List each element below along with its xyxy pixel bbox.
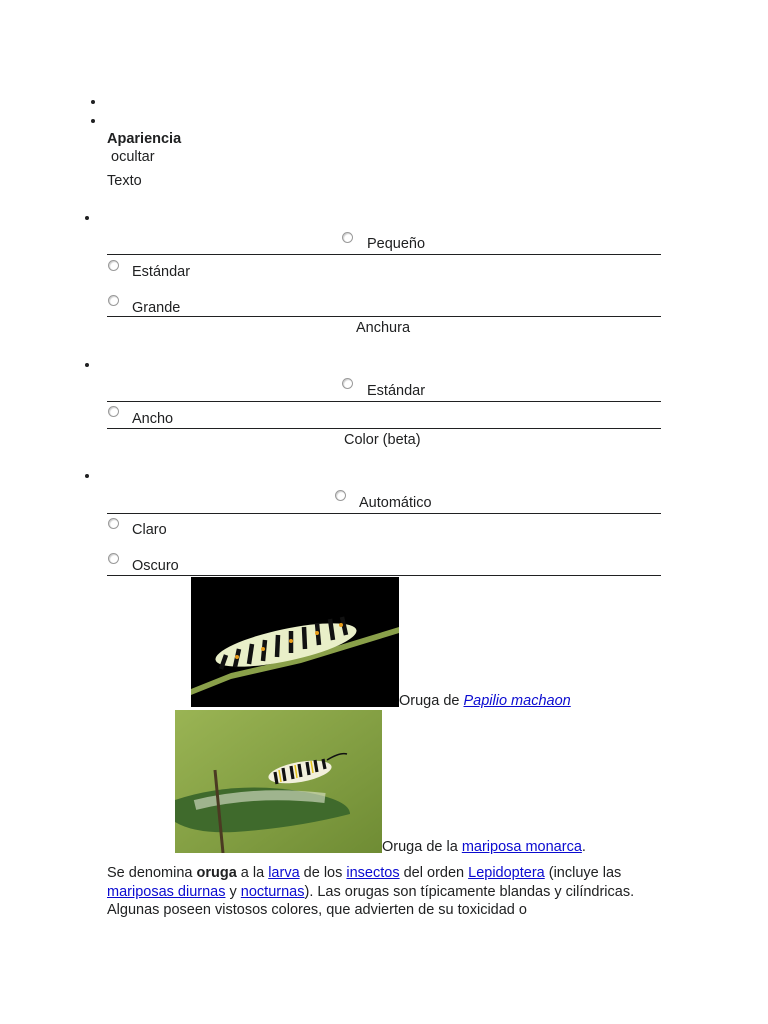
- radio-color-light-label[interactable]: Claro: [132, 522, 167, 538]
- article-text: a la: [236, 865, 269, 881]
- radio-width-wide-label[interactable]: Ancho: [132, 411, 174, 427]
- divider: [107, 575, 661, 576]
- list-bullet: [91, 100, 95, 104]
- radio-text-large-label[interactable]: Grande: [132, 300, 181, 316]
- radio-color-dark[interactable]: [108, 553, 119, 564]
- radio-width-standard-label[interactable]: Estándar: [367, 383, 426, 399]
- divider: [107, 316, 661, 317]
- radio-color-auto-label[interactable]: Automático: [359, 495, 432, 511]
- radio-width-standard[interactable]: [342, 378, 353, 389]
- radio-color-light[interactable]: [108, 518, 119, 529]
- radio-width-wide[interactable]: [108, 406, 119, 417]
- radio-text-large[interactable]: [108, 295, 119, 306]
- article-bold-term: oruga: [196, 865, 237, 881]
- caption-suffix: .: [581, 839, 586, 855]
- radio-color-auto[interactable]: [335, 490, 346, 501]
- radio-text-small[interactable]: [342, 232, 353, 243]
- divider: [107, 401, 661, 402]
- list-bullet: [91, 119, 95, 123]
- lepidoptera-link[interactable]: Lepidoptera: [468, 865, 545, 881]
- article-text: de los: [299, 865, 347, 881]
- appearance-heading: Apariencia: [107, 131, 182, 147]
- figure-caption: [399, 693, 571, 709]
- width-label: Anchura: [356, 320, 411, 336]
- caterpillar-monarch-illustration: [175, 710, 382, 853]
- divider: [107, 513, 661, 514]
- mariposas-diurnas-link[interactable]: mariposas diurnas: [107, 883, 226, 900]
- text-size-label: Texto: [107, 173, 142, 189]
- caterpillar-monarch-image[interactable]: [175, 710, 382, 853]
- list-bullet: [85, 474, 89, 478]
- radio-text-small-label[interactable]: Pequeño: [367, 236, 426, 252]
- article-text: ). Las orugas son típicamente blandas y cilíndricas. Algunas poseen vistosos colores, que advierten de su toxicidad o: [107, 883, 635, 918]
- mariposa-monarca-link[interactable]: mariposa monarca: [461, 839, 582, 855]
- larva-link[interactable]: larva: [268, 865, 300, 881]
- divider: [107, 254, 661, 255]
- list-bullet: [85, 363, 89, 367]
- article-text: (incluye las: [544, 865, 622, 881]
- article-text: del orden: [399, 865, 469, 881]
- insectos-link[interactable]: insectos: [346, 865, 400, 881]
- caterpillar-papilio-image[interactable]: [191, 577, 399, 707]
- papilio-machaon-link[interactable]: Papilio machaon: [463, 693, 571, 709]
- figure-caption: [382, 839, 586, 855]
- article-paragraph: [107, 864, 637, 920]
- list-bullet: [85, 216, 89, 220]
- radio-text-standard[interactable]: [108, 260, 119, 271]
- article-text: y: [225, 883, 241, 900]
- caterpillar-papilio-illustration: [191, 577, 399, 707]
- caption-text: Oruga de: [399, 693, 464, 709]
- nocturnas-link[interactable]: nocturnas: [240, 883, 305, 900]
- caption-text: Oruga de la: [382, 839, 462, 855]
- color-label: Color (beta): [344, 432, 421, 448]
- article-text: Se denomina: [107, 865, 197, 881]
- radio-color-dark-label[interactable]: Oscuro: [132, 558, 179, 574]
- radio-text-standard-label[interactable]: Estándar: [132, 264, 191, 280]
- divider: [107, 428, 661, 429]
- hide-appearance-button[interactable]: ocultar: [111, 149, 155, 165]
